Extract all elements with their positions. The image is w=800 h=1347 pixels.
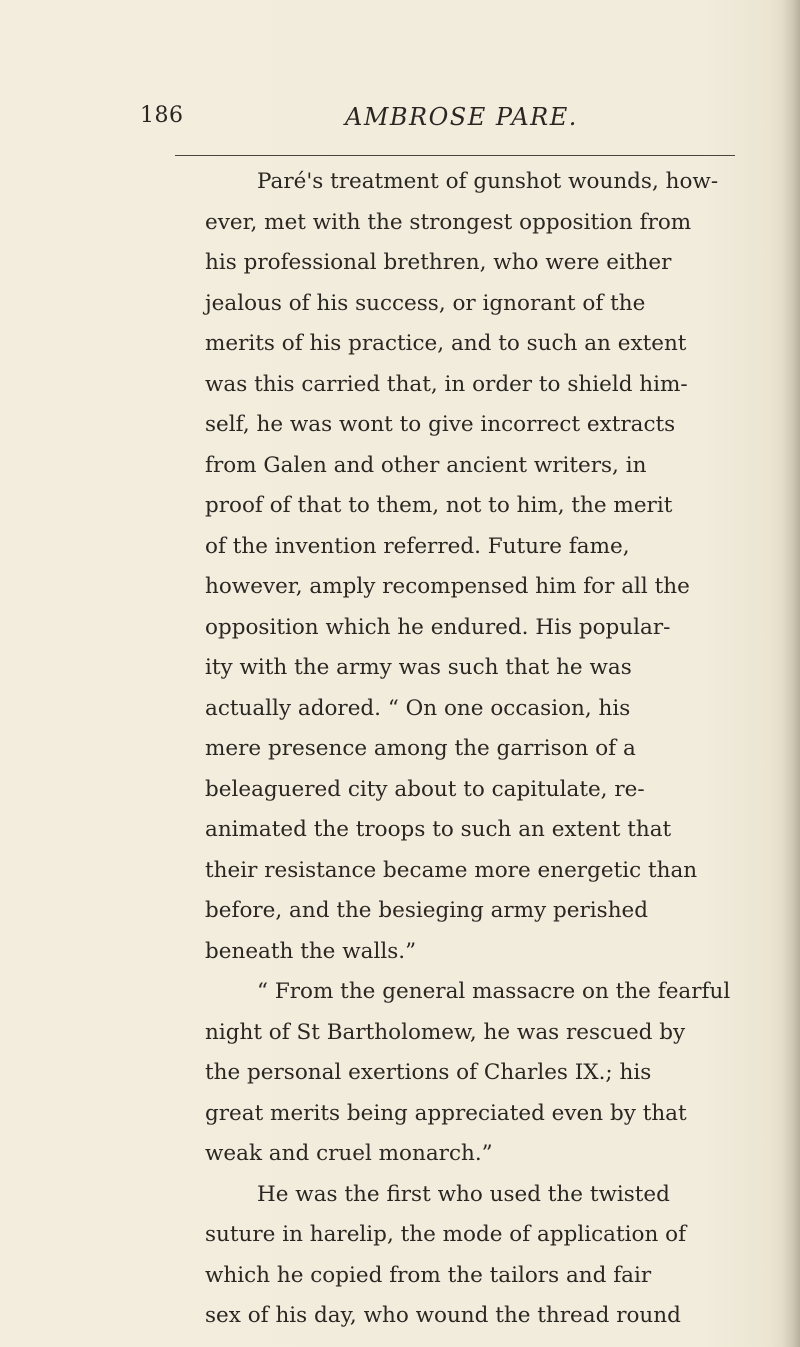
page-edge-shadow <box>782 0 800 1347</box>
page-number: 186 <box>140 103 184 128</box>
text-line: beleaguered city about to capitulate, re- <box>205 776 645 802</box>
text-line: before, and the besieging army perished <box>205 898 649 923</box>
text-line: actually adored. “ On one occasion, his <box>205 695 631 721</box>
text-line: of the invention referred. Future fame, <box>205 533 630 559</box>
text-line: from Galen and other ancient writers, in <box>205 452 647 478</box>
text-line: which he copied from the tailors and fair <box>205 1262 652 1288</box>
text-line: the personal exertions of Charles IX.; his <box>205 1060 652 1085</box>
text-line: mere presence among the garrison of a <box>205 736 636 761</box>
text-line: ever, met with the strongest opposition from <box>205 209 692 235</box>
text-line: night of St Bartholomew, he was rescued by <box>205 1019 686 1045</box>
text-line: self, he was wont to give incorrect extracts <box>205 412 676 437</box>
text-line: He was the first who used the twisted <box>257 1181 670 1207</box>
text-line: merits of his practice, and to such an extent <box>205 331 687 356</box>
running-head <box>140 103 740 143</box>
text-line: beneath the walls.” <box>205 938 417 964</box>
running-title: AMBROSE PARE. <box>345 103 578 131</box>
text-line: however, amply recompensed him for all the <box>205 574 690 599</box>
text-line: their resistance became more energetic than <box>205 857 698 883</box>
text-line: sex of his day, who wound the thread round <box>205 1303 681 1328</box>
text-line: proof of that to them, not to him, the merit <box>205 493 673 518</box>
text-line: suture in harelip, the mode of application of <box>205 1222 687 1247</box>
text-line: animated the troops to such an extent that <box>205 817 672 842</box>
text-line: ity with the army was such that he was <box>205 655 632 680</box>
text-line: Paré's treatment of gunshot wounds, how- <box>257 169 719 194</box>
text-line: weak and cruel monarch.” <box>205 1141 493 1166</box>
body-text <box>205 162 745 1337</box>
text-line: “ From the general massacre on the fearful <box>257 979 731 1004</box>
text-line: his professional brethren, who were either <box>205 250 672 275</box>
text-line: opposition which he endured. His popular- <box>205 614 671 640</box>
text-line: jealous of his success, or ignorant of the <box>205 290 646 316</box>
text-line: great merits being appreciated even by that <box>205 1100 687 1126</box>
text-line: was this carried that, in order to shield him- <box>205 371 688 397</box>
header-rule <box>175 155 735 156</box>
